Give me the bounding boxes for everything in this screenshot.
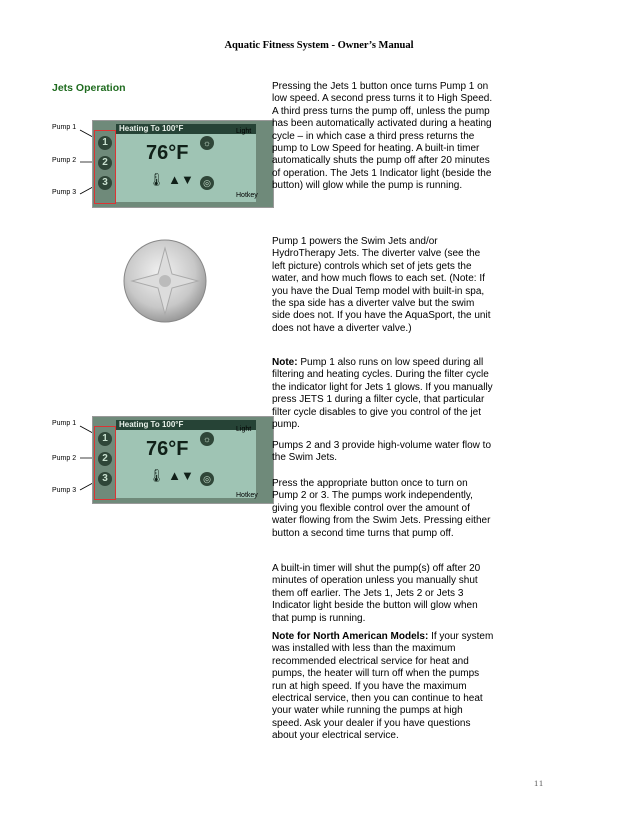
paragraph-text: Pressing the Jets 1 button once turns Pump 1 on low speed. A second press turns it to High Speed. A third press turns the pump off, unless the pump has been automatically activated during a heating cycle – in which case a third press returns the pump to Low Speed for heating. A built-in timer automatically shuts the pump off after 20 minutes of operation. The Jets 1 Indicator light (beside the button) will glow while the pump is running. — [272, 81, 493, 192]
jets-3-button[interactable]: 3 — [98, 176, 112, 190]
paragraph-press-button — [272, 478, 494, 540]
label-pump-3: Pump 3 — [52, 487, 77, 494]
control-panel-figure-top — [52, 120, 258, 216]
paragraph-text: Press the appropriate button once to turn on Pump 2 or 3. The pumps work independently, giving you flexible control over the amount of water flowing from the Swim Jets. Pressing either button a second time turns that pump off. — [272, 478, 491, 539]
note-label: Note for North American Models: — [272, 631, 429, 642]
label-hotkey: Hotkey — [236, 492, 258, 499]
paragraph-text: If your system was installed with less than the maximum recommended electrical service for heat and pumps, the heater will turn off when the pumps run at high speed. If you have the maximum electrical service, then you can continue to heat your water while running the pumps at high speed. Ask your dealer if you have questions about your electrical service. — [272, 631, 494, 742]
panel-screen-title: Heating To 100°F — [116, 124, 256, 134]
jets-2-button[interactable]: 2 — [98, 156, 112, 170]
paragraph-text: Pumps 2 and 3 provide high-volume water flow to the Swim Jets. — [272, 440, 492, 464]
panel-temperature: 76°F — [146, 142, 189, 164]
paragraph-note-filter — [272, 357, 494, 431]
label-pump-2: Pump 2 — [52, 455, 77, 462]
label-light: Light — [236, 426, 252, 433]
section-title: Jets Operation — [52, 82, 126, 94]
paragraph-text: A built-in timer will shut the pump(s) off after 20 minutes of operation unless you manually shut them off earlier. The Jets 1, Jets 2 or Jets 3 Indicator light beside the button will glow when that pump is running. — [272, 563, 481, 624]
label-pump-2: Pump 2 — [52, 157, 77, 164]
jets-1-button[interactable]: 1 — [98, 136, 112, 150]
hotkey-button-icon[interactable]: ◎ — [200, 176, 214, 190]
thermometer-icon: 🌡 ▲▼ — [148, 172, 194, 187]
panel-screen-title: Heating To 100°F — [116, 420, 256, 430]
label-pump-1: Pump 1 — [52, 420, 77, 427]
panel-temperature: 76°F — [146, 438, 189, 460]
jets-3-button[interactable]: 3 — [98, 472, 112, 486]
paragraph-timer — [272, 563, 494, 625]
jets-2-button[interactable]: 2 — [98, 452, 112, 466]
page-number: 11 — [534, 778, 545, 788]
paragraph-north-america-note — [272, 631, 494, 743]
paragraph-text: Pump 1 also runs on low speed during all filtering and heating cycles. During the filter cycle the indicator light for Jets 1 glows. If you manually press JETS 1 during a filter cycle, that particular filter cycle disables to give you control of the jet pump. — [272, 357, 493, 431]
hotkey-button-icon[interactable]: ◎ — [200, 472, 214, 486]
thermometer-icon: 🌡 ▲▼ — [148, 468, 194, 483]
paragraph-jets-1 — [272, 81, 494, 193]
label-hotkey: Hotkey — [236, 192, 258, 199]
label-pump-3: Pump 3 — [52, 189, 77, 196]
control-panel-figure-bottom — [52, 416, 258, 512]
label-pump-1: Pump 1 — [52, 124, 77, 131]
light-button-icon[interactable]: ☼ — [200, 432, 214, 446]
jets-1-button[interactable]: 1 — [98, 432, 112, 446]
label-light: Light — [236, 128, 252, 135]
paragraph-text: Pump 1 powers the Swim Jets and/or HydroTherapy Jets. The diverter valve (see the left picture) controls which set of jets gets the water, and how much flows to each set. (Note: If you have the Dual Temp model with built-in spa, the spa side has a diverter valve but the swim side does not. If you have the AquaSport, the unit does not have a diverter valve.) — [272, 236, 491, 334]
page-header: Aquatic Fitness System - Owner’s Manual — [224, 40, 414, 51]
note-label: Note: — [272, 357, 298, 368]
paragraph-pump-1 — [272, 236, 494, 335]
diverter-valve-image — [120, 238, 210, 324]
paragraph-pumps-2-3 — [272, 440, 494, 465]
light-button-icon[interactable]: ☼ — [200, 136, 214, 150]
